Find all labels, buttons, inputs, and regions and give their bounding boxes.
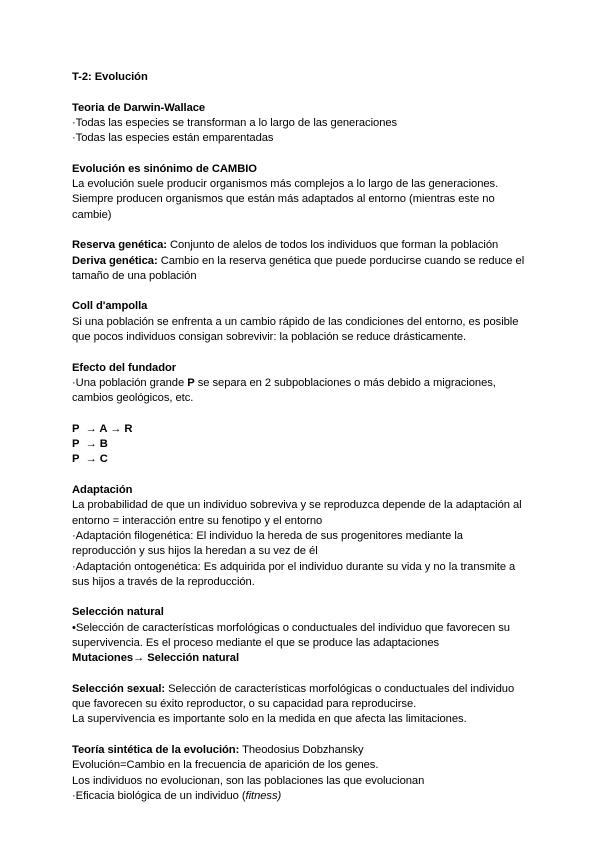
definition: Cambio en la reserva genética que puede porducirse cuando se reduce el (157, 254, 525, 267)
text-line: sus hijos a través de la reproducción. (72, 575, 255, 588)
text-line: Los individuos no evolucionan, son las poblaciones las que evolucionan (72, 774, 425, 787)
spacer (72, 85, 542, 100)
spacer (72, 146, 542, 161)
text: ·Una población grande (72, 376, 188, 389)
document-page (72, 70, 542, 804)
text-bold: P (187, 376, 195, 389)
heading-adaptacion: Adaptación (72, 484, 133, 497)
text-line: cambie) (72, 208, 112, 221)
spacer (72, 345, 542, 360)
text: ·Eficacia biológica de un individuo ( (72, 789, 246, 802)
text-line: tamaño de una población (72, 269, 197, 282)
term: Selección sexual: (72, 682, 166, 695)
term: Deriva genética: (72, 254, 158, 267)
text-line: Siempre producen organismos que están más adaptados al entorno (mientras este no (72, 193, 495, 206)
text-line: •Selección de características morfológicas o conductuales del individuo que favorecen su (72, 621, 510, 634)
spacer (72, 223, 542, 238)
text: se separa en 2 subpoblaciones o más debido a migraciones, (194, 376, 496, 389)
text-line: entorno = interacción entre su fenotipo y el entorno (72, 514, 323, 527)
text-italic: fitness) (245, 789, 282, 802)
arrow-diagram-row: P → B (72, 438, 108, 451)
definition-deriva (72, 254, 542, 269)
arrow-diagram-row: P → A → R (72, 422, 133, 435)
text-line: La supervivencia es importante solo en la medida en que afecta las limitaciones. (72, 713, 467, 726)
text-line: Si una población se enfrenta a un cambio rápido de las condiciones del entorno, es posible (72, 315, 519, 328)
text-line: La evolución suele producir organismos más complejos a lo largo de las generaciones. (72, 178, 499, 191)
text-line: Evolución=Cambio en la frecuencia de aparición de los genes. (72, 759, 379, 772)
text-line: ·Adaptación ontogenética: Es adquirida por el individuo durante su vida y no la transmite a (72, 560, 516, 573)
definition-sintetica (72, 743, 542, 758)
arrow-diagram-row: P → C (72, 453, 108, 466)
definition: Theodosius Dobzhansky (239, 744, 364, 757)
definition-reserva (72, 238, 542, 253)
text-line: cambios geológicos, etc. (72, 392, 194, 405)
text-line: ·Todas las especies se transforman a lo largo de las generaciones (72, 116, 398, 129)
definition: Conjunto de alelos de todos los individuos que forman la población (166, 239, 499, 252)
text-line: ·Adaptación filogenética: El individuo la hereda de sus progenitores mediante la (72, 529, 463, 542)
text-line: que pocos individuos consigan sobrevivir: la población se reduce drásticamente. (72, 331, 467, 344)
heading-cambio: Evolución es sinónimo de CAMBIO (72, 162, 257, 175)
text-line: que favorecen su éxito reproductor, o su capacidad para reproducirse. (72, 698, 417, 711)
text-line (72, 789, 542, 804)
spacer (72, 468, 542, 483)
spacer (72, 590, 542, 605)
spacer (72, 728, 542, 743)
term: Reserva genética: (72, 239, 167, 252)
text-line (72, 376, 542, 391)
text-line-bold: Mutaciones→ Selección natural (72, 652, 240, 665)
term: Teoría sintética de la evolución: (72, 744, 240, 757)
heading-darwin: Teoria de Darwin-Wallace (72, 101, 206, 114)
text-line: reproducción y sus hijos la heredan a su vez de él (72, 545, 318, 558)
heading-fundador: Efecto del fundador (72, 361, 177, 374)
spacer (72, 667, 542, 682)
text-line: supervivencia. Es el proceso mediante el que se produce las adaptaciones (72, 636, 440, 649)
document-title: T-2: Evolución (72, 71, 148, 83)
heading-coll: Coll d'ampolla (72, 300, 148, 313)
spacer (72, 407, 542, 422)
text-line: ·Todas las especies están emparentadas (72, 132, 274, 145)
definition-sexual (72, 682, 542, 697)
definition: Selección de características morfológicas o conductuales del individuo (165, 682, 515, 695)
heading-seleccion-natural: Selección natural (72, 606, 164, 619)
spacer (72, 284, 542, 299)
text-line: La probabilidad de que un individuo sobreviva y se reproduzca depende de la adaptación al (72, 499, 522, 512)
